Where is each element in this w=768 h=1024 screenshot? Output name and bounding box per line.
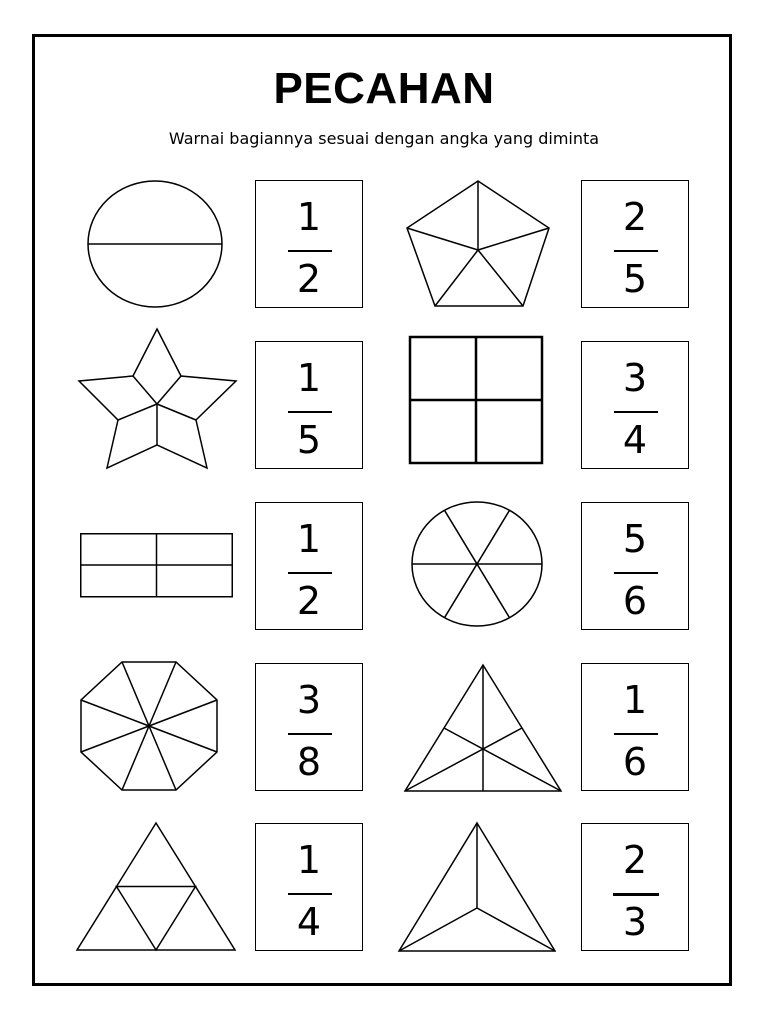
- fraction-bar: [288, 572, 332, 574]
- fraction-bar: [614, 411, 658, 413]
- triangle-thirds-shape[interactable]: [398, 822, 556, 952]
- circle-sixths-shape[interactable]: [411, 501, 543, 627]
- fraction-bar: [288, 250, 332, 252]
- fraction-bar: [614, 250, 658, 252]
- fraction-denominator: 6: [622, 740, 648, 784]
- fraction-denominator: 2: [296, 579, 322, 623]
- fraction-denominator: 5: [296, 418, 322, 462]
- fraction-numerator: 2: [622, 195, 648, 239]
- fraction-numerator: 1: [296, 356, 322, 400]
- triangle-sixths-shape[interactable]: [404, 664, 562, 792]
- fraction-card: [255, 823, 363, 951]
- fraction-card: [581, 663, 689, 791]
- fraction-numerator: 1: [296, 838, 322, 882]
- fraction-bar: [288, 411, 332, 413]
- fraction-denominator: 5: [622, 257, 648, 301]
- octagon-eighths-shape[interactable]: [80, 661, 218, 791]
- fraction-numerator: 1: [622, 678, 648, 722]
- triangle-quarters-shape[interactable]: [76, 822, 236, 951]
- fraction-bar: [288, 893, 332, 895]
- fraction-numerator: 3: [622, 356, 648, 400]
- square-quarters-shape[interactable]: [409, 336, 543, 464]
- fraction-numerator: 3: [296, 678, 322, 722]
- fraction-card: [255, 341, 363, 469]
- fraction-card: [581, 180, 689, 308]
- fraction-card: [255, 502, 363, 630]
- star-fifths-shape[interactable]: [79, 329, 237, 470]
- fraction-denominator: 2: [296, 257, 322, 301]
- fraction-card: [581, 823, 689, 951]
- fraction-card: [255, 663, 363, 791]
- fraction-bar: [613, 893, 659, 896]
- instruction-text: Warnai bagiannya sesuai dengan angka yang diminta: [168, 129, 600, 148]
- circle-halves-shape[interactable]: [87, 180, 223, 308]
- fraction-denominator: 8: [296, 740, 322, 784]
- fraction-numerator: 1: [296, 195, 322, 239]
- fraction-numerator: 2: [622, 838, 648, 882]
- fraction-bar: [614, 572, 658, 574]
- fraction-card: [255, 180, 363, 308]
- fraction-card: [581, 341, 689, 469]
- fraction-numerator: 1: [296, 517, 322, 561]
- fraction-bar: [288, 733, 332, 735]
- fraction-denominator: 3: [622, 900, 648, 944]
- fraction-denominator: 4: [296, 900, 322, 944]
- fraction-denominator: 6: [622, 579, 648, 623]
- page-title: PECAHAN: [273, 64, 495, 113]
- rectangle-quarters-shape[interactable]: [80, 533, 233, 598]
- pentagon-fifths-shape[interactable]: [406, 180, 550, 307]
- fraction-card: [581, 502, 689, 630]
- fraction-numerator: 5: [622, 517, 648, 561]
- fraction-bar: [614, 733, 658, 735]
- fraction-denominator: 4: [622, 418, 648, 462]
